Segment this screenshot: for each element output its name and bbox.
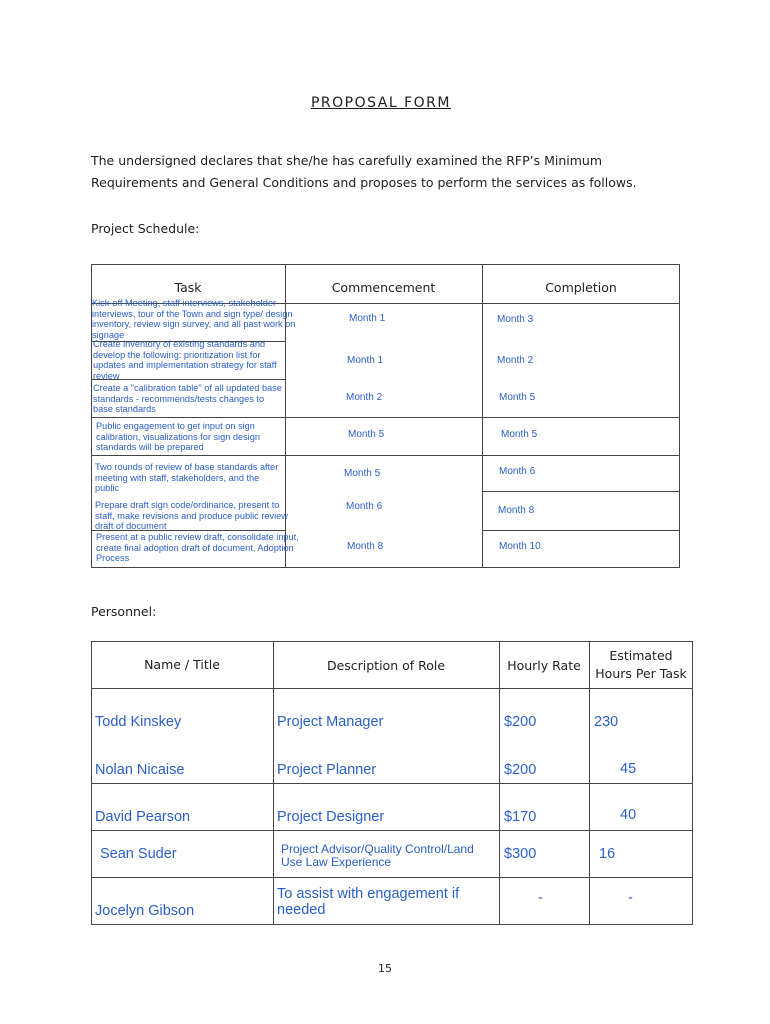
intro-paragraph: The undersigned declares that she/he has carefully examined the RFP’s Minimum Requirements and General Conditions and proposes to perform the services as follows.	[91, 153, 637, 190]
hours-cell: -	[628, 890, 633, 906]
name-cell: Todd Kinskey	[95, 714, 182, 730]
schedule-label: Project Schedule:	[91, 221, 200, 236]
header-hours	[589, 647, 693, 683]
header-hours-line1: Estimated	[609, 648, 673, 663]
commencement-cell: Month 8	[347, 541, 384, 552]
completion-cell: Month 10	[499, 541, 541, 552]
completion-cell: Month 5	[499, 392, 536, 403]
divider	[91, 783, 693, 784]
rate-cell: $200	[504, 762, 537, 778]
role-cell: Project Planner	[277, 762, 377, 778]
header-name: Name / Title	[144, 657, 220, 672]
commencement-cell: Month 5	[344, 468, 381, 479]
divider	[482, 264, 483, 568]
hours-cell: 40	[620, 807, 637, 823]
completion-cell: Month 6	[499, 466, 536, 477]
divider	[91, 417, 680, 418]
name-cell: David Pearson	[95, 809, 191, 825]
divider	[91, 455, 680, 456]
header-rate: Hourly Rate	[507, 658, 581, 673]
commencement-cell: Month 1	[347, 355, 384, 366]
completion-cell: Month 5	[501, 429, 538, 440]
commencement-cell: Month 1	[349, 313, 386, 324]
name-cell: Sean Suder	[100, 846, 177, 862]
task-cell: Present at a public review draft, consolidate input, create final adoption draft of document, Adoption Process	[96, 532, 299, 563]
task-cell: Create inventory of existing standards and develop the following: prioritization list for updates and implementation strategy for staff review	[93, 339, 277, 381]
task-cell: Kick-off Meeting, staff interviews, stakeholder interviews, tour of the Town and sign type/ design inventory, review sign survey, and all past work on signage	[92, 298, 296, 340]
divider	[91, 688, 693, 689]
hours-cell: 16	[599, 846, 616, 862]
page-title: PROPOSAL FORM	[310, 95, 451, 111]
task-cell: Create a "calibration table" of all updated base standards - recommends/tests changes to base standards	[93, 383, 282, 414]
completion-cell: Month 3	[497, 314, 534, 325]
commencement-cell: Month 6	[346, 501, 383, 512]
personnel-label: Personnel:	[91, 604, 157, 619]
commencement-cell: Month 2	[346, 392, 383, 403]
completion-cell: Month 2	[497, 355, 534, 366]
rate-cell: -	[538, 890, 543, 906]
hours-cell: 45	[620, 761, 637, 777]
task-cell: Prepare draft sign code/ordinance, present to staff, make revisions and produce public review draft of document	[95, 500, 288, 531]
rate-cell: $170	[504, 809, 537, 825]
task-cell: Two rounds of review of base standards after meeting with staff, stakeholders, and the public	[95, 462, 279, 493]
header-commencement: Commencement	[331, 280, 436, 295]
header-role: Description of Role	[326, 658, 446, 673]
name-cell: Jocelyn Gibson	[95, 903, 195, 919]
divider	[482, 530, 680, 531]
header-completion: Completion	[545, 280, 617, 295]
header-task: Task	[174, 280, 202, 295]
name-cell: Nolan Nicaise	[95, 762, 185, 778]
page-number: 15	[378, 962, 392, 975]
completion-cell: Month 8	[498, 505, 535, 516]
header-hours-line2: Hours Per Task	[595, 666, 687, 681]
divider	[482, 491, 680, 492]
role-cell: To assist with engagement if needed	[277, 886, 460, 918]
divider	[91, 830, 693, 831]
role-cell: Project Advisor/Quality Control/Land Use Law Experience	[281, 842, 474, 869]
role-cell: Project Manager	[277, 714, 384, 730]
commencement-cell: Month 5	[348, 429, 385, 440]
role-cell: Project Designer	[277, 809, 385, 825]
rate-cell: $200	[504, 714, 537, 730]
divider	[91, 877, 693, 878]
task-cell: Public engagement to get input on sign calibration, visualizations for sign design standards will be prepared	[96, 421, 260, 452]
rate-cell: $300	[504, 846, 537, 862]
hours-cell: 230	[594, 714, 619, 730]
